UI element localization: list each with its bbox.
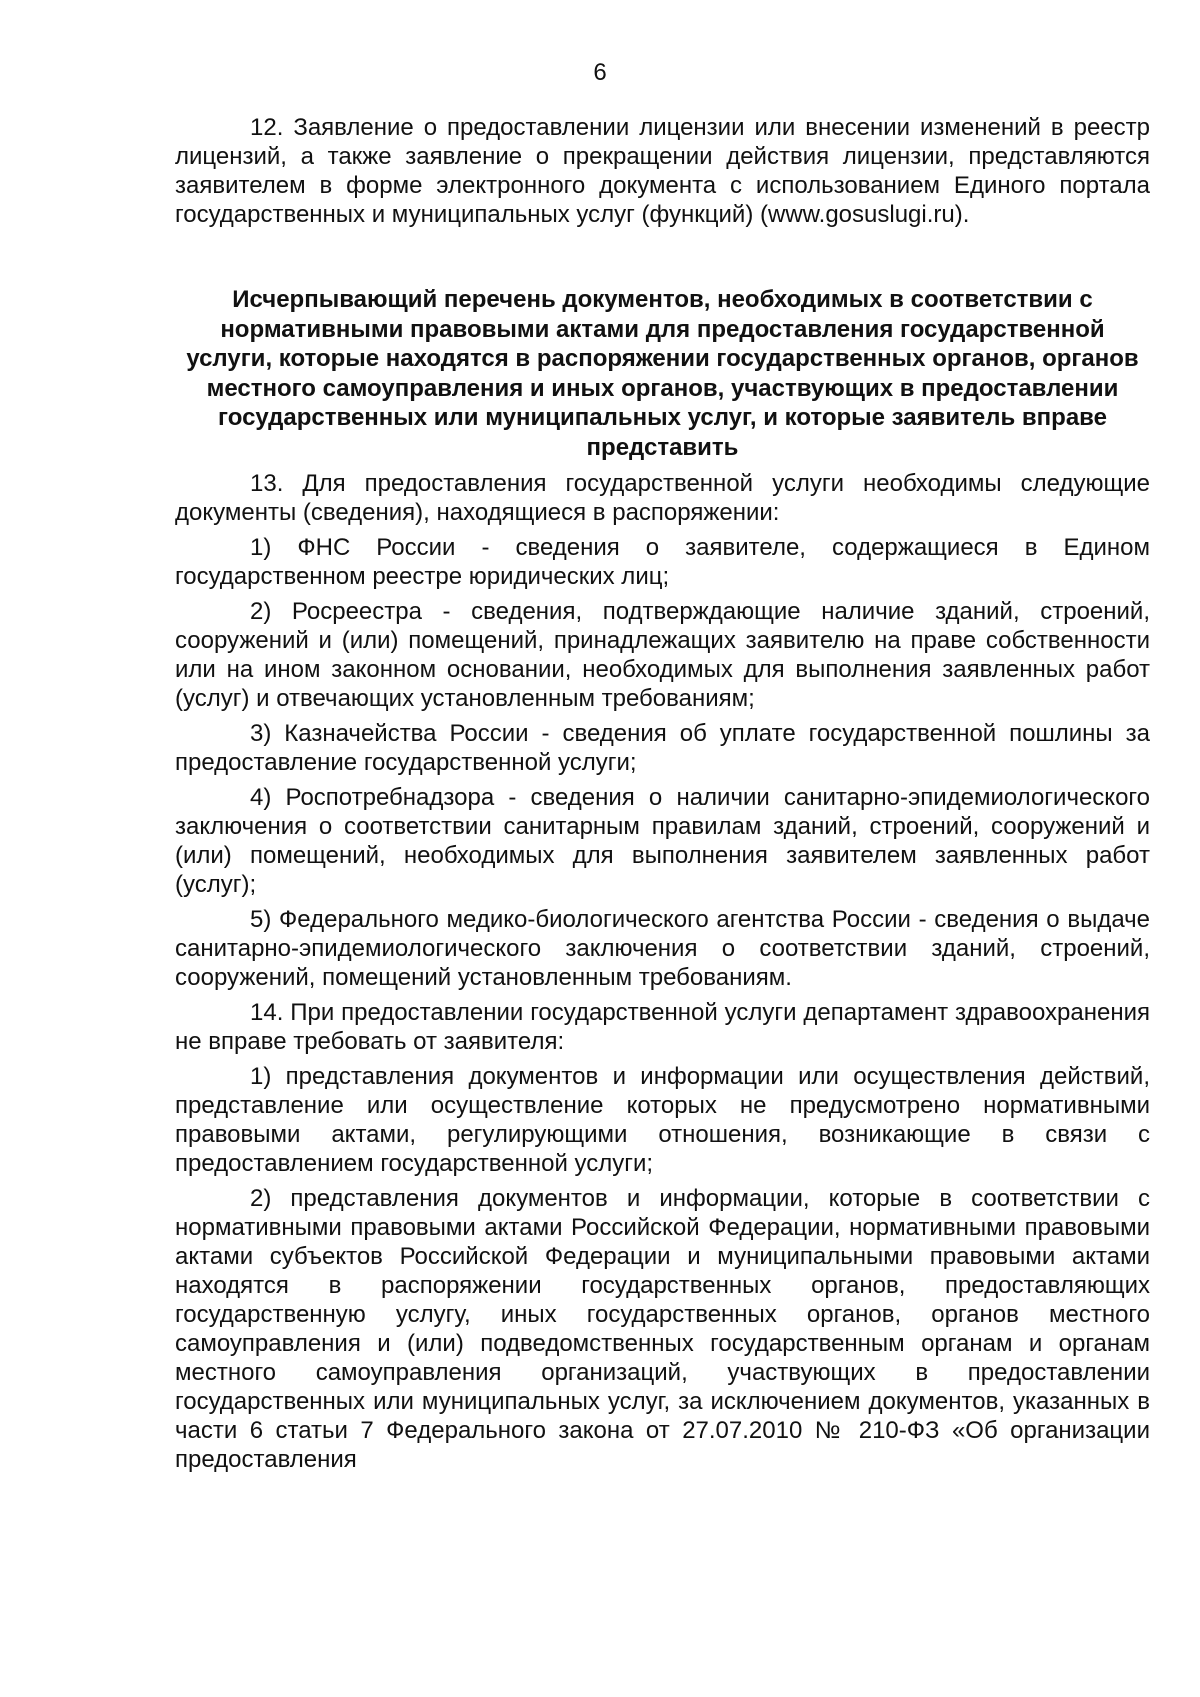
paragraph-14-item-2: 2) представления документов и информации, которые в соответствии с нормативными правовыми актами Российской Федерации, нормативными правовыми актами субъектов Российской Федерации и муниципальными правовыми актами находятся в распоряжении государственных органов, предоставляющих государственную услугу, иных государственных органов, органов местного самоуправления и (или) подведомственных государственным органам и органам местного самоуправления организаций, участвующих в предоставлении государственных или муниципальных услуг, за исключением документов, указанных в части 6 статьи 7 Федерального закона от 27.07.2010 № 210-ФЗ «Об организации предоставления <box>175 1185 1150 1473</box>
paragraph-12: 12. Заявление о предоставлении лицензии или внесении изменений в реестр лицензий, а также заявление о прекращении действия лицензии, представляются заявителем в форме электронного документа с использованием Единого портала государственных и муниципальных услуг (функций) (www.gosuslugi.ru). <box>175 114 1150 228</box>
section-heading: Исчерпывающий перечень документов, необходимых в соответствии с нормативными правовыми актами для предоставления государственной услуги, которые находятся в распоряжении государственных органов, органов местного самоуправления и иных органов, участвующих в предоставлении государственных или муниципальных услуг, и которые заявитель вправе представить <box>186 286 1139 461</box>
page-number: 6 <box>593 59 607 86</box>
paragraph-13-item-1: 1) ФНС России - сведения о заявителе, содержащиеся в Едином государственном реестре юридических лиц; <box>175 534 1150 590</box>
paragraph-13-item-2: 2) Росреестра - сведения, подтверждающие наличие зданий, строений, сооружений и (или) помещений, принадлежащих заявителю на праве собственности или на ином законном основании, необходимых для выполнения заявленных работ (услуг) и отвечающих установленным требованиям; <box>175 598 1150 712</box>
paragraph-13-item-4: 4) Роспотребнадзора - сведения о наличии санитарно-эпидемиологического заключения о соответствии санитарным правилам зданий, строений, сооружений и (или) помещений, необходимых для выполнения заявителем заявленных работ (услуг); <box>175 784 1150 898</box>
paragraph-14-item-1: 1) представления документов и информации или осуществления действий, представление или осуществление которых не предусмотрено нормативными правовыми актами, регулирующими отношения, возникающие в связи с предоставлением государственной услуги; <box>175 1063 1150 1177</box>
paragraph-14: 14. При предоставлении государственной услуги департамент здравоохранения не вправе требовать от заявителя: <box>175 999 1150 1055</box>
document-body <box>175 113 1150 1480</box>
paragraph-13: 13. Для предоставления государственной услуги необходимы следующие документы (сведения), находящиеся в распоряжении: <box>175 470 1150 526</box>
paragraph-13-item-3: 3) Казначейства России - сведения об уплате государственной пошлины за предоставление государственной услуги; <box>175 720 1150 776</box>
paragraph-13-item-5: 5) Федерального медико-биологического агентства России - сведения о выдаче санитарно-эпидемиологического заключения о соответствии зданий, строений, сооружений, помещений установленным требованиям. <box>175 906 1150 991</box>
